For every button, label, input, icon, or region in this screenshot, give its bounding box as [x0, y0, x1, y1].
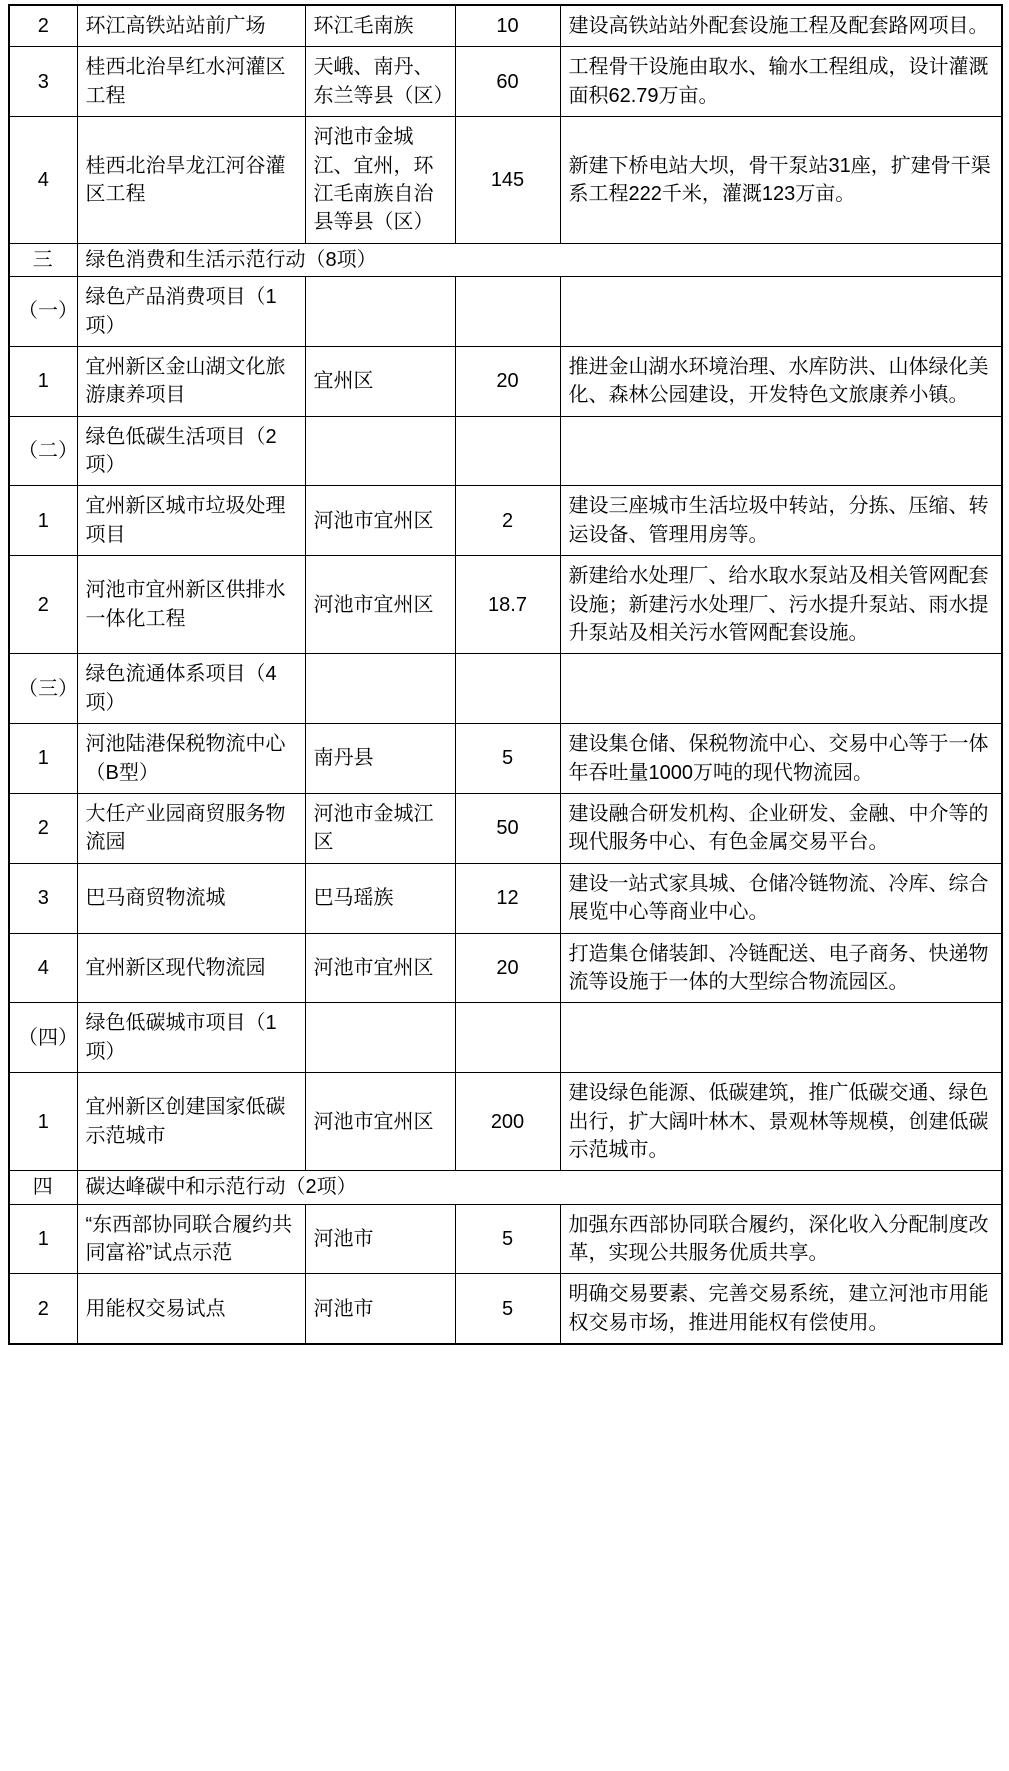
project-description [560, 654, 1002, 724]
project-investment: 200 [455, 1073, 560, 1171]
project-name: 宜州新区现代物流园 [77, 933, 305, 1003]
project-description [560, 277, 1002, 347]
row-number: 3 [9, 863, 77, 933]
project-name: 河池市宜州新区供排水一体化工程 [77, 556, 305, 654]
table-row [9, 1073, 1002, 1171]
project-name: 桂西北治旱红水河灌区工程 [77, 47, 305, 117]
row-number: （三） [9, 654, 77, 724]
table-row [9, 47, 1002, 117]
project-investment [455, 277, 560, 347]
project-description: 推进金山湖水环境治理、水库防洪、山体绿化美化、森林公园建设，开发特色文旅康养小镇。 [560, 346, 1002, 416]
project-name: 宜州新区创建国家低碳示范城市 [77, 1073, 305, 1171]
table-subsection-row [9, 277, 1002, 347]
row-number: 1 [9, 724, 77, 794]
project-investment: 50 [455, 793, 560, 863]
project-investment [455, 654, 560, 724]
project-name: 用能权交易试点 [77, 1274, 305, 1344]
project-investment: 18.7 [455, 556, 560, 654]
project-name: 桂西北治旱龙江河谷灌区工程 [77, 117, 305, 244]
row-number: 2 [9, 5, 77, 47]
project-description: 加强东西部协同联合履约，深化收入分配制度改革，实现公共服务优质共享。 [560, 1204, 1002, 1274]
project-investment: 5 [455, 1274, 560, 1344]
section-title: 绿色消费和生活示范行动（8项） [77, 243, 1002, 276]
row-number: 4 [9, 117, 77, 244]
project-table [8, 4, 1003, 1345]
project-area: 河池市 [305, 1204, 455, 1274]
table-row [9, 863, 1002, 933]
row-number: 2 [9, 556, 77, 654]
project-investment: 12 [455, 863, 560, 933]
project-name: 河池陆港保税物流中心（B型） [77, 724, 305, 794]
project-area: 巴马瑶族 [305, 863, 455, 933]
project-name: 绿色产品消费项目（1项） [77, 277, 305, 347]
project-description: 明确交易要素、完善交易系统，建立河池市用能权交易市场，推进用能权有偿使用。 [560, 1274, 1002, 1344]
table-row [9, 117, 1002, 244]
table-subsection-row [9, 1003, 1002, 1073]
project-area: 河池市金城江、宜州，环江毛南族自治县等县（区） [305, 117, 455, 244]
table-section-row [9, 1171, 1002, 1204]
project-description: 新建下桥电站大坝，骨干泵站31座，扩建骨干渠系工程222千米，灌溉123万亩。 [560, 117, 1002, 244]
project-area: 河池市 [305, 1274, 455, 1344]
project-area: 河池市宜州区 [305, 1073, 455, 1171]
row-number: 1 [9, 1073, 77, 1171]
project-area [305, 416, 455, 486]
project-investment: 2 [455, 486, 560, 556]
table-subsection-row [9, 416, 1002, 486]
row-number: （一） [9, 277, 77, 347]
project-investment: 20 [455, 346, 560, 416]
project-description: 建设三座城市生活垃圾中转站，分拣、压缩、转运设备、管理用房等。 [560, 486, 1002, 556]
project-area: 河池市宜州区 [305, 556, 455, 654]
project-investment: 20 [455, 933, 560, 1003]
table-row [9, 1204, 1002, 1274]
project-name: 绿色低碳生活项目（2项） [77, 416, 305, 486]
table-subsection-row [9, 654, 1002, 724]
project-name: 绿色低碳城市项目（1项） [77, 1003, 305, 1073]
project-description [560, 1003, 1002, 1073]
project-area [305, 654, 455, 724]
project-name: 宜州新区金山湖文化旅游康养项目 [77, 346, 305, 416]
row-number: 2 [9, 793, 77, 863]
row-number: 1 [9, 486, 77, 556]
row-number: 2 [9, 1274, 77, 1344]
table-row [9, 793, 1002, 863]
table-row [9, 724, 1002, 794]
project-area [305, 277, 455, 347]
project-investment [455, 1003, 560, 1073]
table-row [9, 1274, 1002, 1344]
project-description: 工程骨干设施由取水、输水工程组成，设计灌溉面积62.79万亩。 [560, 47, 1002, 117]
project-area: 河池市金城江区 [305, 793, 455, 863]
row-number: 4 [9, 933, 77, 1003]
table-row [9, 5, 1002, 47]
row-number: （四） [9, 1003, 77, 1073]
project-investment: 145 [455, 117, 560, 244]
project-area: 宜州区 [305, 346, 455, 416]
project-area: 河池市宜州区 [305, 933, 455, 1003]
project-investment [455, 416, 560, 486]
table-row [9, 346, 1002, 416]
project-area: 天峨、南丹、东兰等县（区） [305, 47, 455, 117]
row-number: （二） [9, 416, 77, 486]
project-name: 巴马商贸物流城 [77, 863, 305, 933]
project-description: 建设高铁站站外配套设施工程及配套路网项目。 [560, 5, 1002, 47]
section-number: 三 [9, 243, 77, 276]
table-row [9, 556, 1002, 654]
project-description: 建设集仓储、保税物流中心、交易中心等于一体年吞吐量1000万吨的现代物流园。 [560, 724, 1002, 794]
project-investment: 60 [455, 47, 560, 117]
section-title: 碳达峰碳中和示范行动（2项） [77, 1171, 1002, 1204]
table-body [9, 5, 1002, 1344]
project-name: 环江高铁站站前广场 [77, 5, 305, 47]
project-area [305, 1003, 455, 1073]
section-number: 四 [9, 1171, 77, 1204]
project-description: 建设一站式家具城、仓储冷链物流、冷库、综合展览中心等商业中心。 [560, 863, 1002, 933]
table-row [9, 486, 1002, 556]
project-area: 南丹县 [305, 724, 455, 794]
project-description: 打造集仓储装卸、冷链配送、电子商务、快递物流等设施于一体的大型综合物流园区。 [560, 933, 1002, 1003]
project-description [560, 416, 1002, 486]
row-number: 1 [9, 1204, 77, 1274]
table-row [9, 933, 1002, 1003]
project-description: 新建给水处理厂、给水取水泵站及相关管网配套设施；新建污水处理厂、污水提升泵站、雨水提升泵站及相关污水管网配套设施。 [560, 556, 1002, 654]
row-number: 3 [9, 47, 77, 117]
project-description: 建设绿色能源、低碳建筑，推广低碳交通、绿色出行，扩大阔叶林木、景观林等规模，创建低碳示范城市。 [560, 1073, 1002, 1171]
project-investment: 5 [455, 724, 560, 794]
project-name: 宜州新区城市垃圾处理项目 [77, 486, 305, 556]
project-investment: 10 [455, 5, 560, 47]
project-investment: 5 [455, 1204, 560, 1274]
project-name: 大任产业园商贸服务物流园 [77, 793, 305, 863]
project-area: 河池市宜州区 [305, 486, 455, 556]
row-number: 1 [9, 346, 77, 416]
project-name: “东西部协同联合履约共同富裕”试点示范 [77, 1204, 305, 1274]
table-section-row [9, 243, 1002, 276]
project-area: 环江毛南族 [305, 5, 455, 47]
project-description: 建设融合研发机构、企业研发、金融、中介等的现代服务中心、有色金属交易平台。 [560, 793, 1002, 863]
project-name: 绿色流通体系项目（4项） [77, 654, 305, 724]
